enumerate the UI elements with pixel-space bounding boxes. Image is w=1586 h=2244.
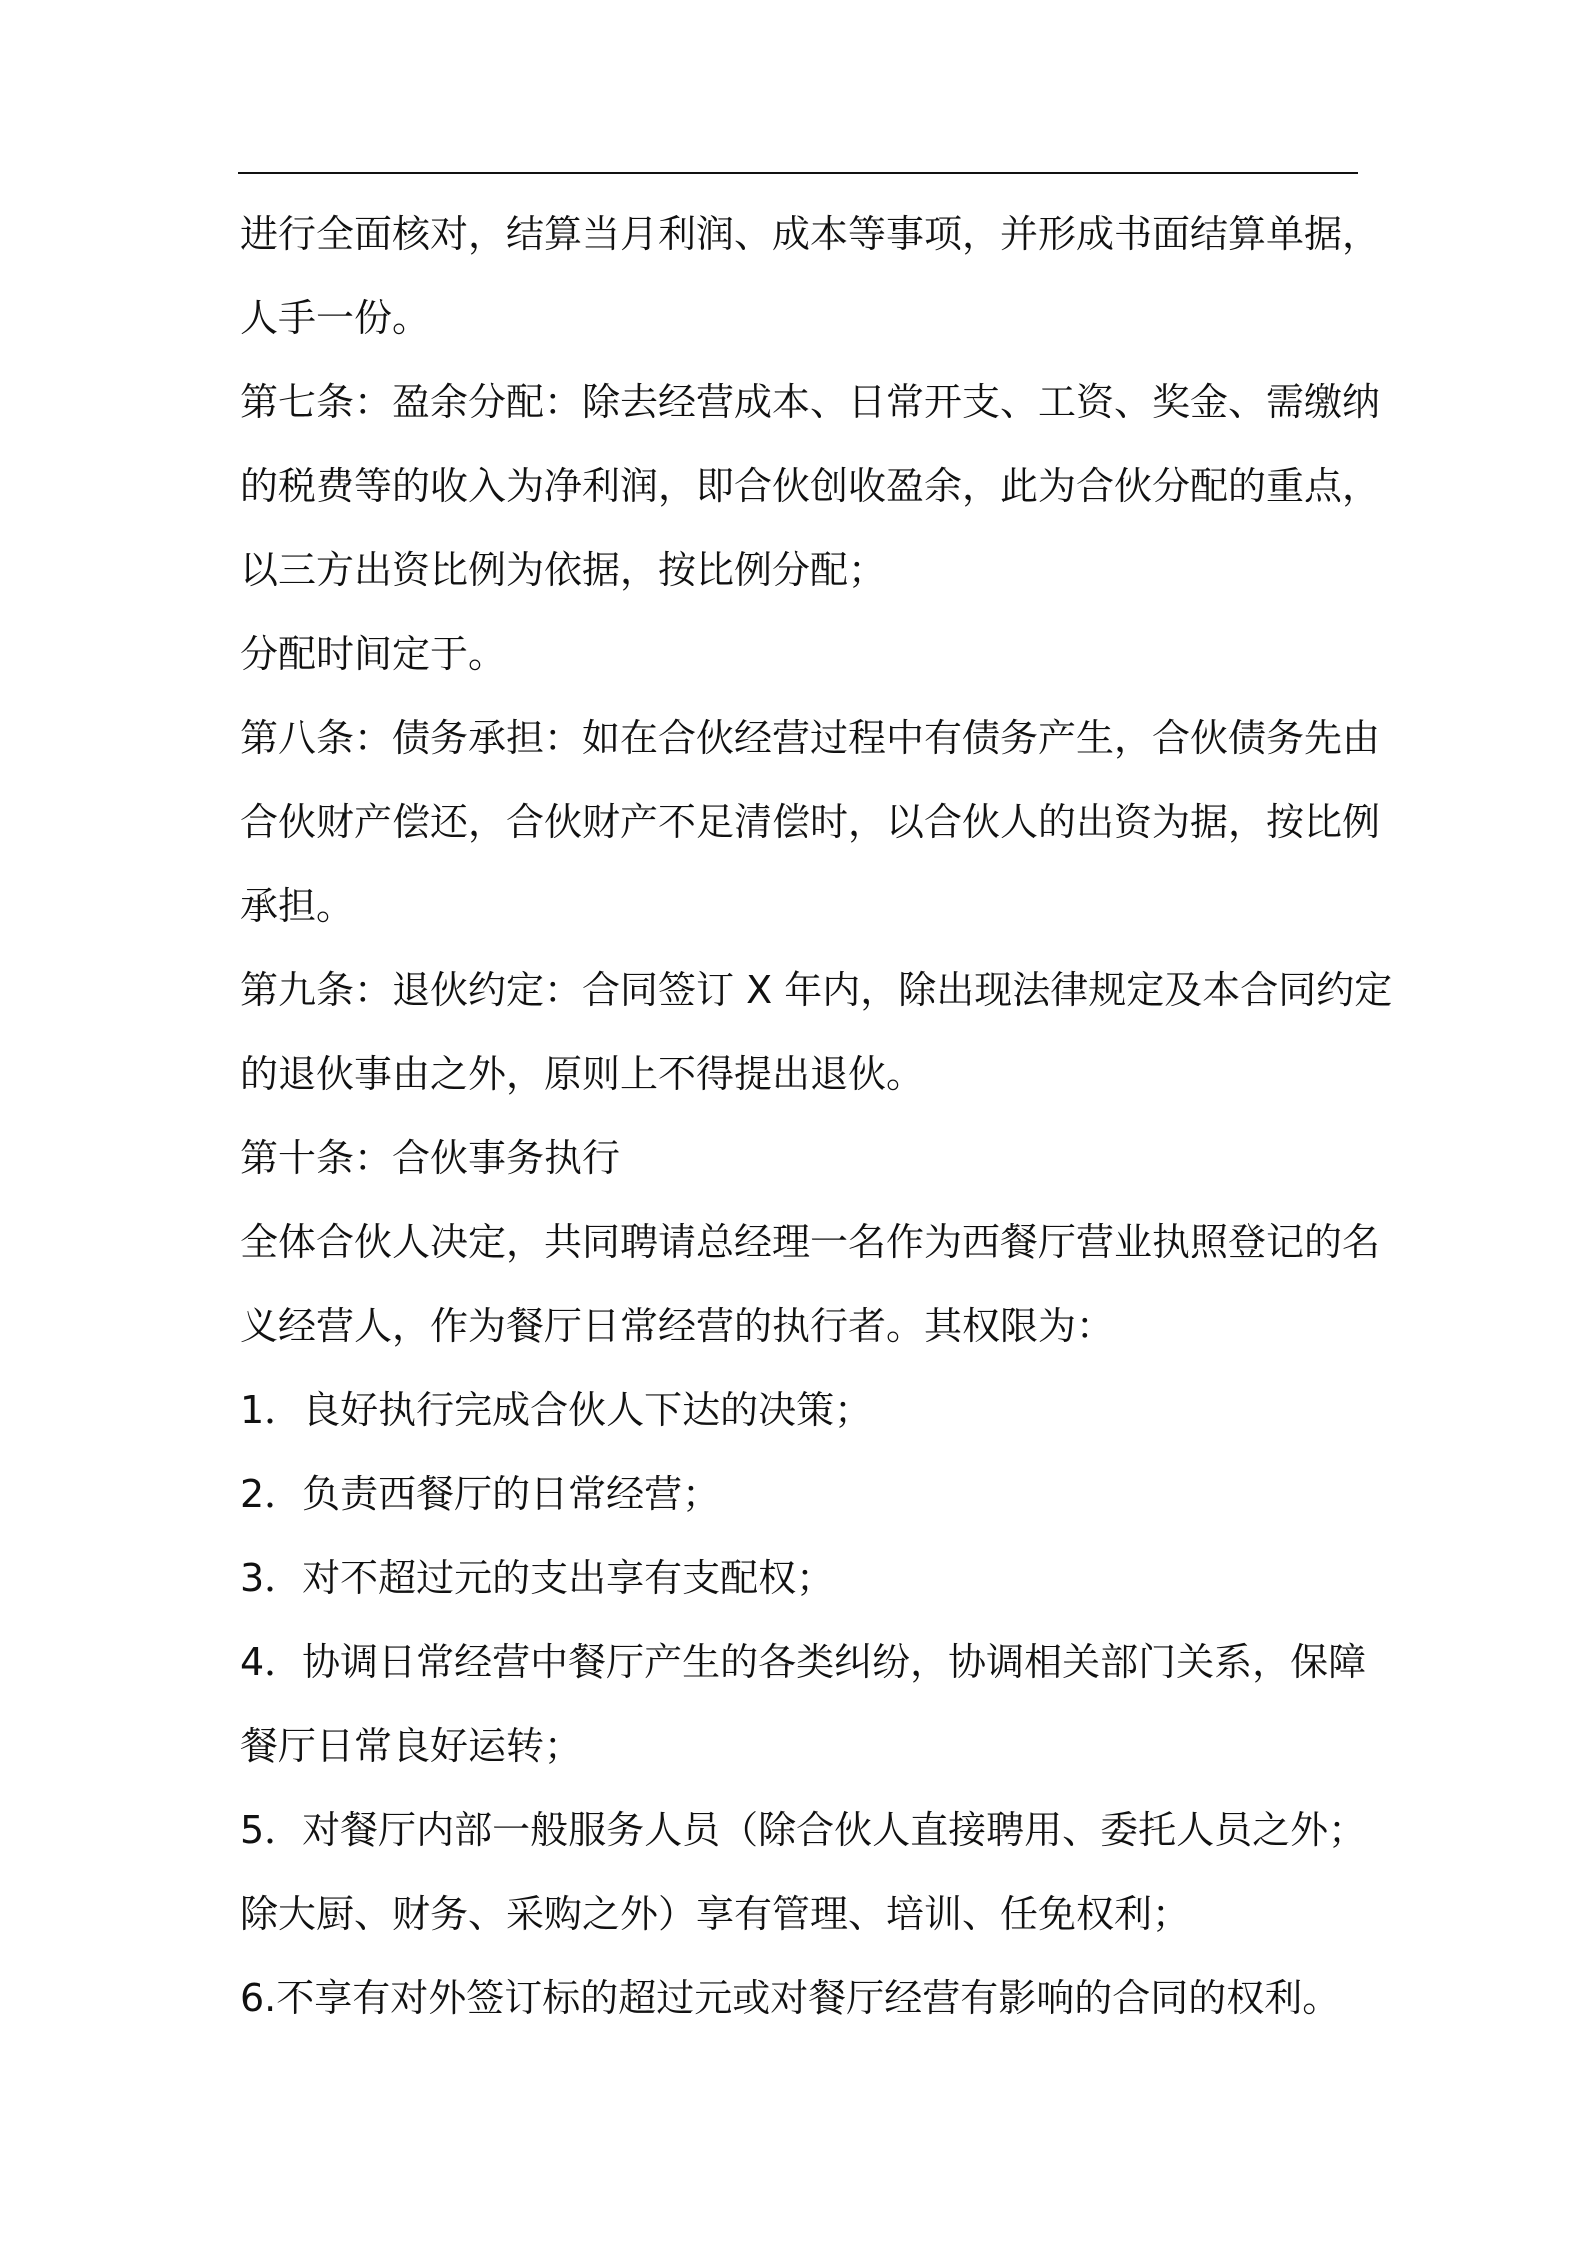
list-item-3: 3．对不超过元的支出享有支配权； <box>240 1556 835 1600</box>
contract-body <box>240 192 1393 2040</box>
text-line: 分配时间定于。 <box>240 632 507 676</box>
text-line: 义经营人，作为餐厅日常经营的执行者。其权限为： <box>240 1304 1115 1348</box>
article-7-line: 第七条：盈余分配：除去经营成本、日常开支、工资、奖金、需缴纳 <box>240 380 1381 424</box>
list-item-6: 6.不享有对外签订标的超过元或对餐厅经营有影响的合同的权利。 <box>240 1976 1341 2020</box>
text-line: 人手一份。 <box>240 296 431 340</box>
text-line: 承担。 <box>240 884 355 928</box>
header-rule <box>238 172 1358 174</box>
text-line: 合伙财产偿还，合伙财产不足清偿时，以合伙人的出资为据，按比例 <box>240 800 1381 844</box>
list-item-4: 4．协调日常经营中餐厅产生的各类纠纷，协调相关部门关系，保障 <box>240 1640 1367 1684</box>
text-line: 的税费等的收入为净利润，即合伙创收盈余，此为合伙分配的重点， <box>240 464 1381 508</box>
list-item-5: 5．对餐厅内部一般服务人员（除合伙人直接聘用、委托人员之外； <box>240 1808 1367 1852</box>
article-10-heading: 第十条：合伙事务执行 <box>240 1136 621 1180</box>
text-line: 餐厅日常良好运转； <box>240 1724 583 1768</box>
article-8-line: 第八条：债务承担：如在合伙经营过程中有债务产生，合伙债务先由 <box>240 716 1381 760</box>
text-line: 除大厨、财务、采购之外）享有管理、培训、任免权利； <box>240 1892 1191 1936</box>
list-item-2: 2．负责西餐厅的日常经营； <box>240 1472 721 1516</box>
text-line: 的退伙事由之外，原则上不得提出退伙。 <box>240 1052 925 1096</box>
text-line: 以三方出资比例为依据，按比例分配； <box>240 548 887 592</box>
text-line: 全体合伙人决定，共同聘请总经理一名作为西餐厅营业执照登记的名 <box>240 1220 1381 1264</box>
article-9-line: 第九条：退伙约定：合同签订 X 年内，除出现法律规定及本合同约定 <box>240 968 1393 1012</box>
text-line: 进行全面核对，结算当月利润、成本等事项，并形成书面结算单据， <box>240 212 1381 256</box>
list-item-1: 1．良好执行完成合伙人下达的决策； <box>240 1388 873 1432</box>
